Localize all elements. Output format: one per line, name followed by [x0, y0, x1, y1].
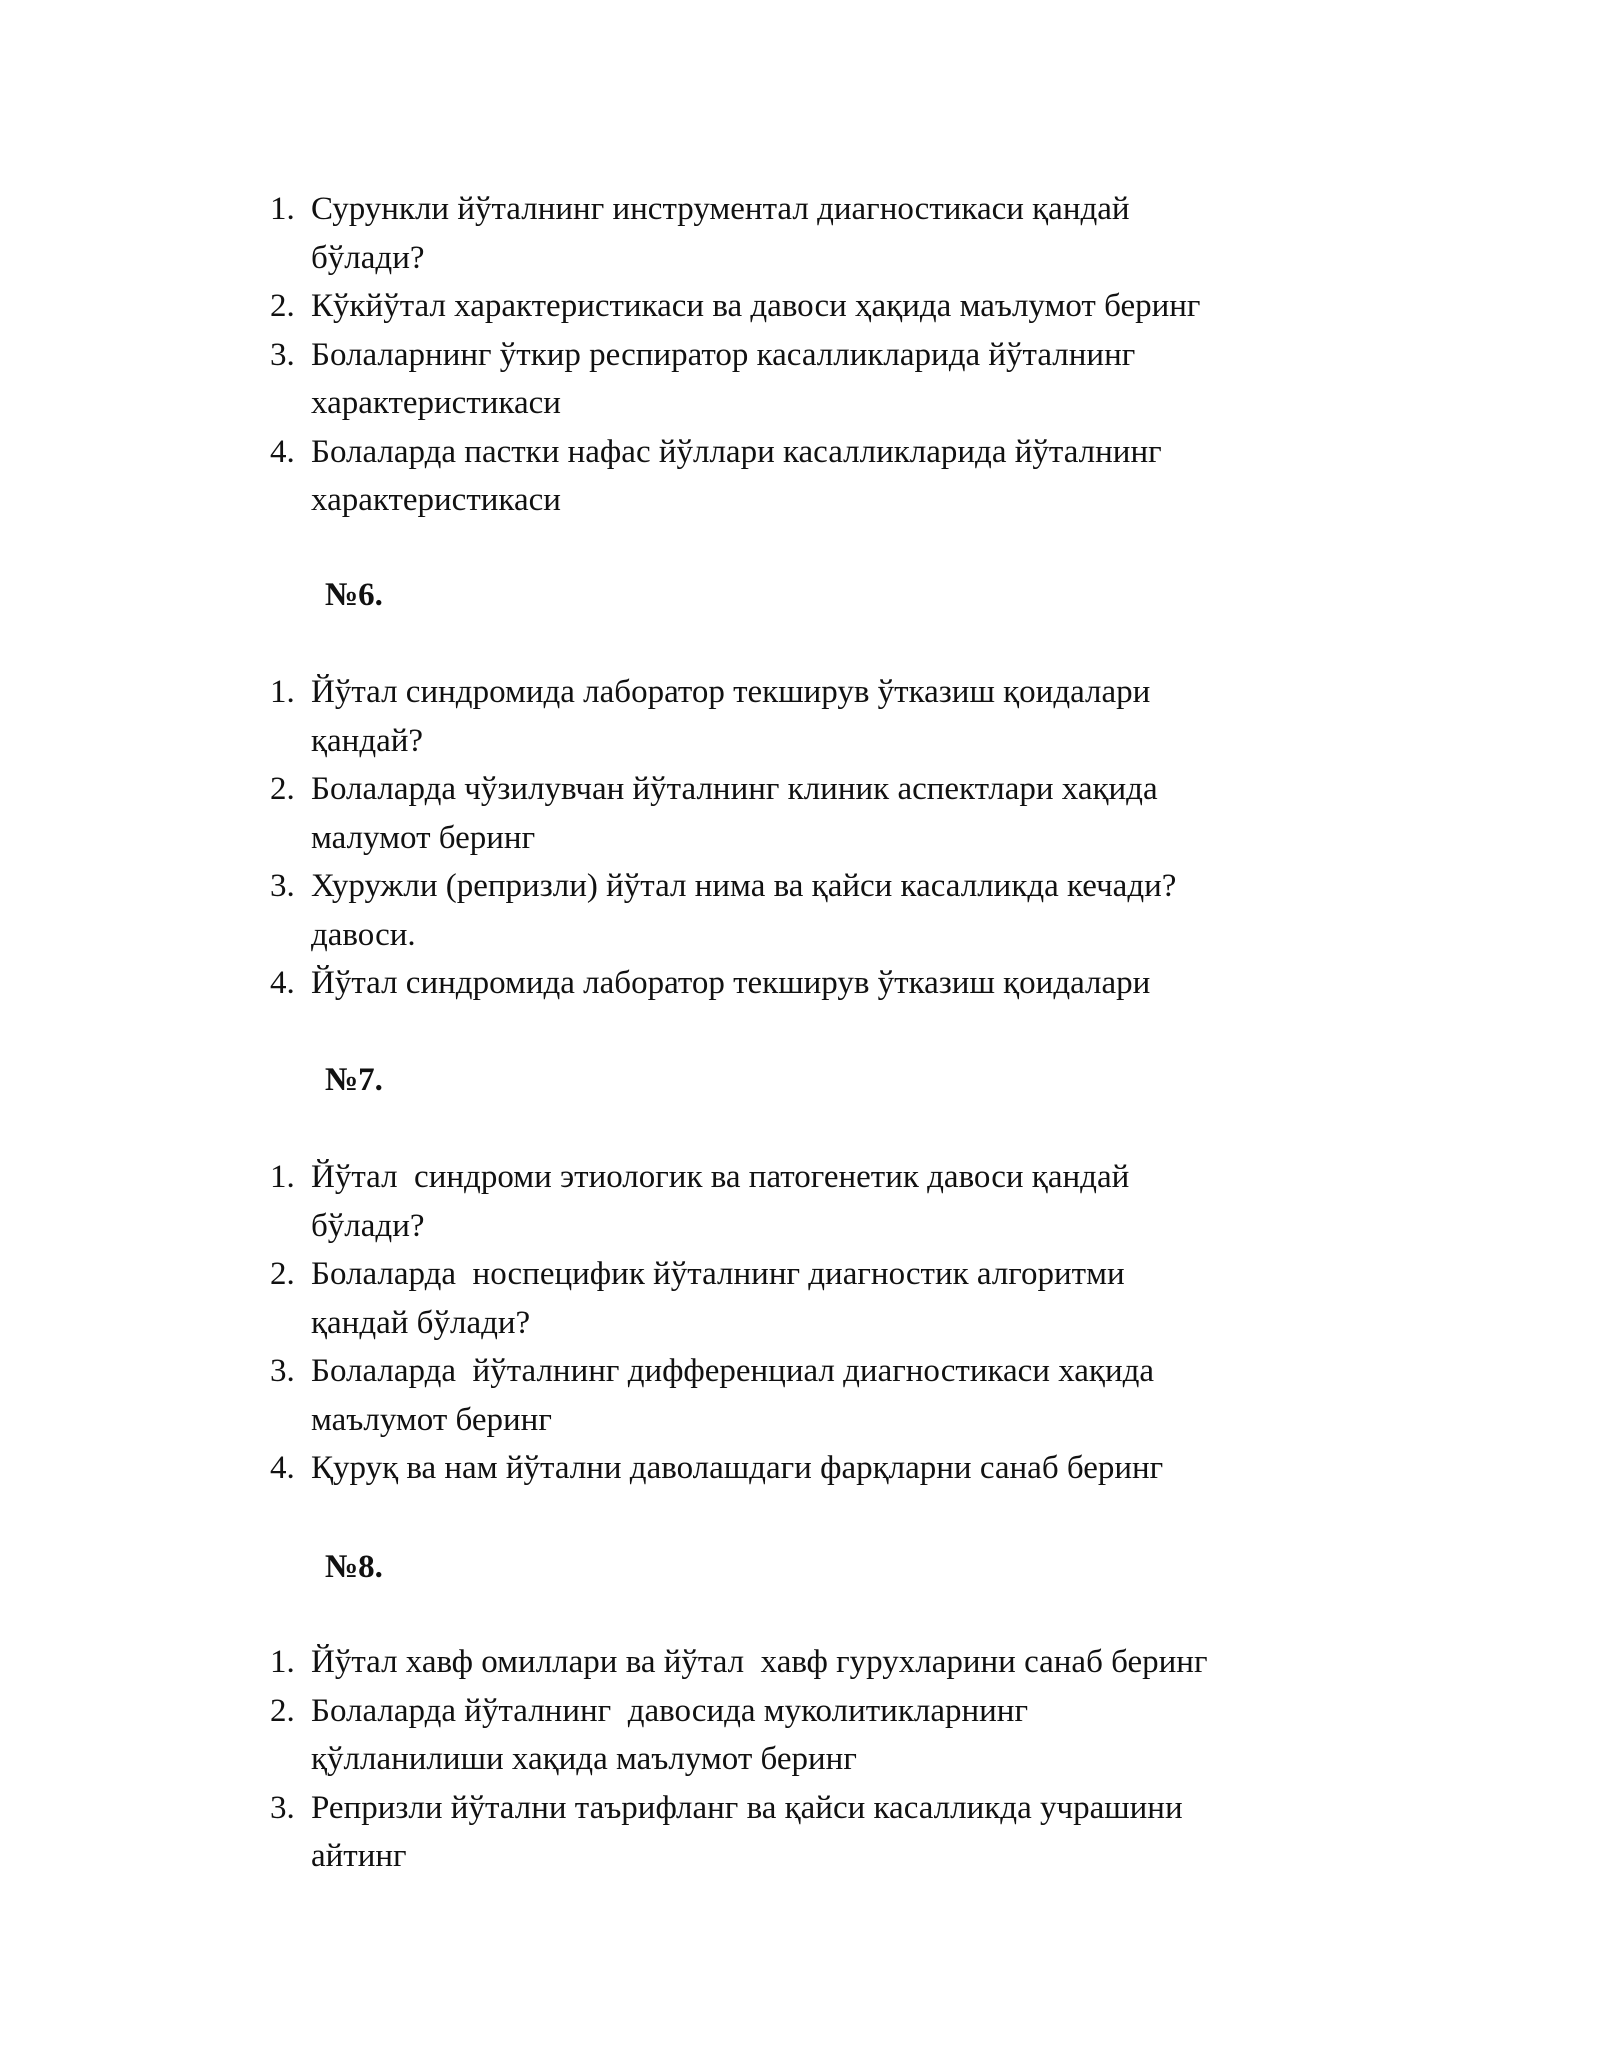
list-item	[270, 1347, 1350, 1444]
item-number: 1.	[270, 1644, 295, 1680]
list-item	[270, 282, 1350, 331]
item-number: 2.	[270, 1256, 295, 1292]
item-text: Болаларда пастки нафас йўллари касалликларида йўталнинг характеристикаси	[311, 433, 1162, 518]
item-number: 4.	[270, 965, 295, 1001]
section-heading-6: №6.	[325, 577, 383, 613]
list-item	[270, 1687, 1350, 1784]
item-text: Болаларда йўталнинг дифференциал диагностикаси хақида маълумот беринг	[311, 1353, 1155, 1438]
item-text: Болаларда чўзилувчан йўталнинг клиник аспектлари хақида малумот беринг	[311, 771, 1158, 856]
item-text: Қуруқ ва нам йўтални даволашдаги фарқларни санаб беринг	[311, 1450, 1164, 1486]
item-text: Болаларнинг ўткир респиратор касалликларида йўталнинг характеристикаси	[311, 336, 1136, 421]
list-item	[270, 765, 1350, 862]
list-item	[270, 331, 1350, 428]
section-heading-8: №8.	[325, 1549, 383, 1585]
item-text: Хуружли (репризли) йўтал нима ва қайси касалликда кечади? давоси.	[311, 868, 1177, 953]
item-number: 1.	[270, 674, 295, 710]
list-item	[270, 1784, 1350, 1881]
item-number: 1.	[270, 191, 295, 227]
list-item	[270, 1250, 1350, 1347]
question-list-6	[270, 668, 1350, 1008]
item-text: Сурункли йўталнинг инструментал диагностикаси қандай бўлади?	[311, 191, 1130, 276]
item-text: Йўтал синдромида лаборатор текширув ўтказиш қоидалари қандай?	[311, 674, 1151, 759]
item-text: Болаларда носпецифик йўталнинг диагностик алгоритми қандай бўлади?	[311, 1256, 1125, 1341]
list-item	[270, 428, 1350, 525]
item-number: 4.	[270, 433, 295, 470]
item-number: 3.	[270, 336, 295, 373]
list-item	[270, 1153, 1350, 1250]
item-text: Йўтал синдромида лаборатор текширув ўтказиш қоидалари	[311, 965, 1151, 1001]
item-text: Репризли йўтални таърифланг ва қайси касалликда учрашини айтинг	[311, 1789, 1183, 1874]
item-text: Йўтал хавф омиллари ва йўтал хавф гурухларини санаб беринг	[311, 1644, 1208, 1680]
item-text: Кўкйўтал характеристикаси ва давоси ҳақида маълумот беринг	[311, 288, 1201, 324]
item-number: 3.	[270, 1353, 295, 1389]
question-list-1	[270, 185, 1350, 525]
item-number: 3.	[270, 868, 295, 904]
list-item	[270, 1638, 1350, 1687]
item-number: 2.	[270, 288, 295, 324]
list-item	[270, 185, 1350, 282]
item-number: 2.	[270, 771, 295, 807]
item-text: Болаларда йўталнинг давосида муколитикларнинг қўлланилиши хақида маълумот беринг	[311, 1692, 1028, 1777]
list-item	[270, 1444, 1350, 1493]
question-list-7	[270, 1153, 1350, 1493]
item-number: 2.	[270, 1692, 295, 1729]
item-text: Йўтал синдроми этиологик ва патогенетик давоси қандай бўлади?	[311, 1159, 1130, 1244]
section-heading-7: №7.	[325, 1062, 383, 1098]
list-item	[270, 862, 1350, 959]
item-number: 3.	[270, 1789, 295, 1826]
list-item	[270, 959, 1350, 1008]
list-item	[270, 668, 1350, 765]
question-list-8	[270, 1638, 1350, 1881]
item-number: 1.	[270, 1159, 295, 1195]
item-number: 4.	[270, 1450, 295, 1486]
